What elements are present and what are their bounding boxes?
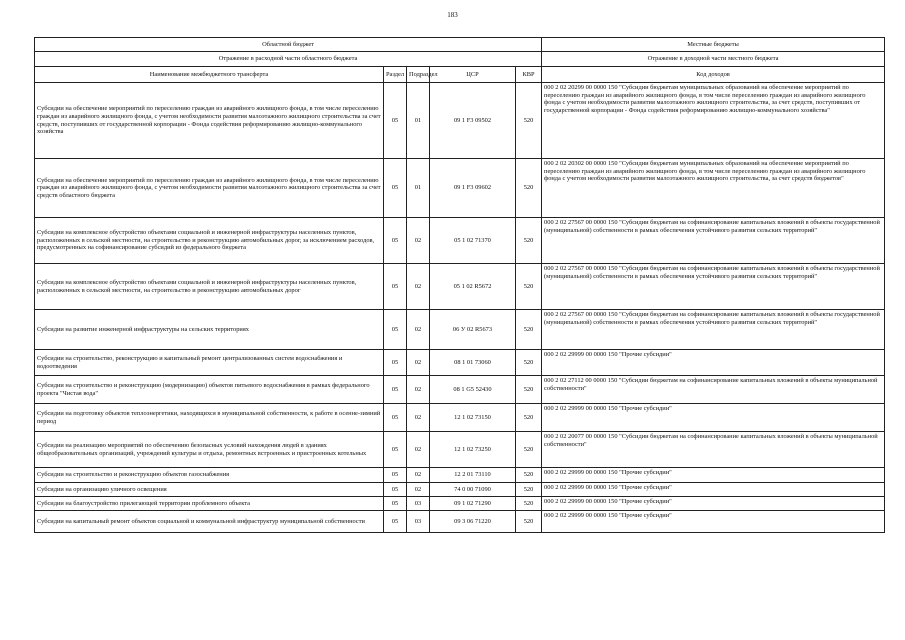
transfer-name: Субсидии на строительство, реконструкцию и капитальный ремонт централизованных систем водоснабжения и водоотведения: [35, 350, 384, 376]
table-row: [35, 376, 885, 404]
podrazdel-cell: 02: [407, 404, 430, 432]
table-row: [35, 432, 885, 468]
csr-cell: 05 1 02 71370: [430, 218, 516, 264]
table-row: [35, 350, 885, 376]
transfer-name: Субсидии на комплексное обустройство объектами социальной и инженерной инфраструктуры населенных пунктов, расположенных в сельской местности, на строительство и реконструкцию автомобильных дорог, за исключением расходов, предусмотренных на софинансирование субсидий из федерального бюджета: [35, 218, 384, 264]
table-row: [35, 468, 885, 483]
kvr-cell: 520: [516, 350, 542, 376]
podrazdel-cell: 02: [407, 483, 430, 497]
transfer-name: Субсидии на капитальный ремонт объектов социальной и коммунальной инфраструктур муниципальной собственности: [35, 511, 384, 533]
csr-cell: 09 1 02 71290: [430, 497, 516, 511]
col-razdel-header: Раздел: [384, 67, 407, 83]
kvr-cell: 520: [516, 432, 542, 468]
razdel-cell: 05: [384, 483, 407, 497]
table-row: [35, 159, 885, 218]
csr-cell: 09 3 06 71220: [430, 511, 516, 533]
table-row: [35, 264, 885, 310]
kvr-cell: 520: [516, 497, 542, 511]
income-code-cell: 000 2 02 20077 00 0000 150 "Субсидии бюджетам на софинансирование капитальных вложений в объекты муниципальной собственности": [542, 432, 885, 468]
income-code-cell: 000 2 02 29999 00 0000 150 "Прочие субсидии": [542, 468, 885, 483]
podrazdel-cell: 02: [407, 432, 430, 468]
transfer-name: Субсидии на комплексное обустройство объектами социальной и инженерной инфраструктуры населенных пунктов, расположенных в сельской местности, на строительство и реконструкцию автомобильных дорог: [35, 264, 384, 310]
kvr-cell: 520: [516, 264, 542, 310]
podrazdel-cell: 02: [407, 310, 430, 350]
razdel-cell: 05: [384, 432, 407, 468]
podrazdel-cell: 01: [407, 159, 430, 218]
csr-cell: 08 1 G5 52430: [430, 376, 516, 404]
csr-cell: 05 1 02 R5672: [430, 264, 516, 310]
col-csr-header: ЦСР: [430, 67, 516, 83]
local-budget-header: Местные бюджеты: [542, 38, 885, 52]
transfers-table: [34, 37, 885, 533]
podrazdel-cell: 03: [407, 511, 430, 533]
kvr-cell: 520: [516, 159, 542, 218]
col-podrazdel-header: Подраздел: [407, 67, 430, 83]
income-part-header: Отражение в доходной части местного бюджета: [542, 52, 885, 67]
income-code-cell: 000 2 02 20302 00 0000 150 "Субсидии бюджетам муниципальных образований на обеспечение мероприятий по переселению граждан из аварийного жилищного фонда, в том числе переселению граждан из аварийного жилищного фонда с учетом необходимости развития малоэтажного жилищного строительства, за счет средств бюджетов": [542, 159, 885, 218]
razdel-cell: 05: [384, 83, 407, 159]
podrazdel-cell: 02: [407, 350, 430, 376]
podrazdel-cell: 02: [407, 468, 430, 483]
income-code-cell: 000 2 02 27567 00 0000 150 "Субсидии бюджетам на софинансирование капитальных вложений в объекты государственной (муниципальной) собственности в рамках обеспечения устойчивого развития сельских территорий": [542, 310, 885, 350]
kvr-cell: 520: [516, 218, 542, 264]
income-code-cell: 000 2 02 27567 00 0000 150 "Субсидии бюджетам на софинансирование капитальных вложений в объекты государственной (муниципальной) собственности в рамках обеспечения устойчивого развития сельских территорий": [542, 264, 885, 310]
income-code-cell: 000 2 02 29999 00 0000 150 "Прочие субсидии": [542, 497, 885, 511]
table-row: [35, 511, 885, 533]
transfer-name: Субсидии на подготовку объектов теплоэнергетики, находящихся в муниципальной собственности, к работе в осенне-зимний период: [35, 404, 384, 432]
razdel-cell: 05: [384, 511, 407, 533]
csr-cell: 09 1 F3 09602: [430, 159, 516, 218]
transfer-name: Субсидии на развитие инженерной инфраструктуры на сельских территориях: [35, 310, 384, 350]
table-row: [35, 497, 885, 511]
kvr-cell: 520: [516, 376, 542, 404]
podrazdel-cell: 02: [407, 264, 430, 310]
razdel-cell: 05: [384, 468, 407, 483]
razdel-cell: 05: [384, 350, 407, 376]
transfer-name: Субсидии на строительство и реконструкцию (модернизацию) объектов питьевого водоснабжения в рамках федерального проекта "Чистая вода": [35, 376, 384, 404]
col-name-header: Наименование межбюджетного трансферта: [35, 67, 384, 83]
transfer-name: Субсидии на реализацию мероприятий по обеспечению безопасных условий нахождения людей в зданиях общеобразовательных организаций, учреждений культуры и отдыха, ремонтных встроенных и пристроенных котельных: [35, 432, 384, 468]
income-code-cell: 000 2 02 29999 00 0000 150 "Прочие субсидии": [542, 404, 885, 432]
razdel-cell: 05: [384, 218, 407, 264]
csr-cell: 12 1 02 73150: [430, 404, 516, 432]
regional-budget-header: Областной бюджет: [35, 38, 542, 52]
csr-cell: 74 0 00 71090: [430, 483, 516, 497]
kvr-cell: 520: [516, 511, 542, 533]
razdel-cell: 05: [384, 404, 407, 432]
table-row: [35, 483, 885, 497]
table-row: [35, 404, 885, 432]
income-code-cell: 000 2 02 29999 00 0000 150 "Прочие субсидии": [542, 483, 885, 497]
podrazdel-cell: 03: [407, 497, 430, 511]
kvr-cell: 520: [516, 404, 542, 432]
podrazdel-cell: 01: [407, 83, 430, 159]
kvr-cell: 520: [516, 83, 542, 159]
csr-cell: 12 2 01 73110: [430, 468, 516, 483]
razdel-cell: 05: [384, 310, 407, 350]
csr-cell: 09 1 F3 09502: [430, 83, 516, 159]
transfer-name: Субсидии на строительство и реконструкцию объектов газоснабжения: [35, 468, 384, 483]
csr-cell: 08 1 01 73060: [430, 350, 516, 376]
csr-cell: 12 1 02 73250: [430, 432, 516, 468]
page-number: 183: [447, 11, 458, 19]
income-code-cell: 000 2 02 20299 00 0000 150 "Субсидии бюджетам муниципальных образований на обеспечение мероприятий по переселению граждан из аварийного жилищного фонда, в том числе переселению граждан из аварийного жилищного фонда с учетом необходимости развития малоэтажного жилищного строительства, за счет средств, поступивших от государственной корпорации - Фонда содействия реформированию жилищно-коммунального хозяйства": [542, 83, 885, 159]
kvr-cell: 520: [516, 310, 542, 350]
razdel-cell: 05: [384, 159, 407, 218]
transfer-name: Субсидии на организацию уличного освещения: [35, 483, 384, 497]
table-row: [35, 310, 885, 350]
income-code-cell: 000 2 02 27112 00 0000 150 "Субсидии бюджетам на софинансирование капитальных вложений в объекты муниципальной собственности": [542, 376, 885, 404]
table-row: [35, 83, 885, 159]
col-code-header: Код доходов: [542, 67, 885, 83]
csr-cell: 06 У 02 R5673: [430, 310, 516, 350]
income-code-cell: 000 2 02 27567 00 0000 150 "Субсидии бюджетам на софинансирование капитальных вложений в объекты государственной (муниципальной) собственности в рамках обеспечения устойчивого развития сельских территорий": [542, 218, 885, 264]
income-code-cell: 000 2 02 29999 00 0000 150 "Прочие субсидии": [542, 350, 885, 376]
razdel-cell: 05: [384, 264, 407, 310]
kvr-cell: 520: [516, 468, 542, 483]
podrazdel-cell: 02: [407, 376, 430, 404]
expense-part-header: Отражение в расходной части областного бюджета: [35, 52, 542, 67]
transfer-name: Субсидии на благоустройство прилегающей территории проблемного объекта: [35, 497, 384, 511]
transfer-name: Субсидии на обеспечение мероприятий по переселению граждан из аварийного жилищного фонда, в том числе переселению граждан из аварийного жилищного фонда, с учетом необходимости развития малоэтажного жилищного строительства за счет средств областного бюджета: [35, 159, 384, 218]
transfer-name: Субсидии на обеспечение мероприятий по переселению граждан из аварийного жилищного фонда, в том числе переселению граждан из аварийного жилищного фонда, с учетом необходимости развития малоэтажного жилищного строительства за счет средств, поступивших от государственной корпорации - Фонда содействия реформированию жилищно-коммунального хозяйства: [35, 83, 384, 159]
col-kvr-header: КВР: [516, 67, 542, 83]
podrazdel-cell: 02: [407, 218, 430, 264]
razdel-cell: 05: [384, 376, 407, 404]
table-row: [35, 218, 885, 264]
income-code-cell: 000 2 02 29999 00 0000 150 "Прочие субсидии": [542, 511, 885, 533]
kvr-cell: 520: [516, 483, 542, 497]
razdel-cell: 05: [384, 497, 407, 511]
